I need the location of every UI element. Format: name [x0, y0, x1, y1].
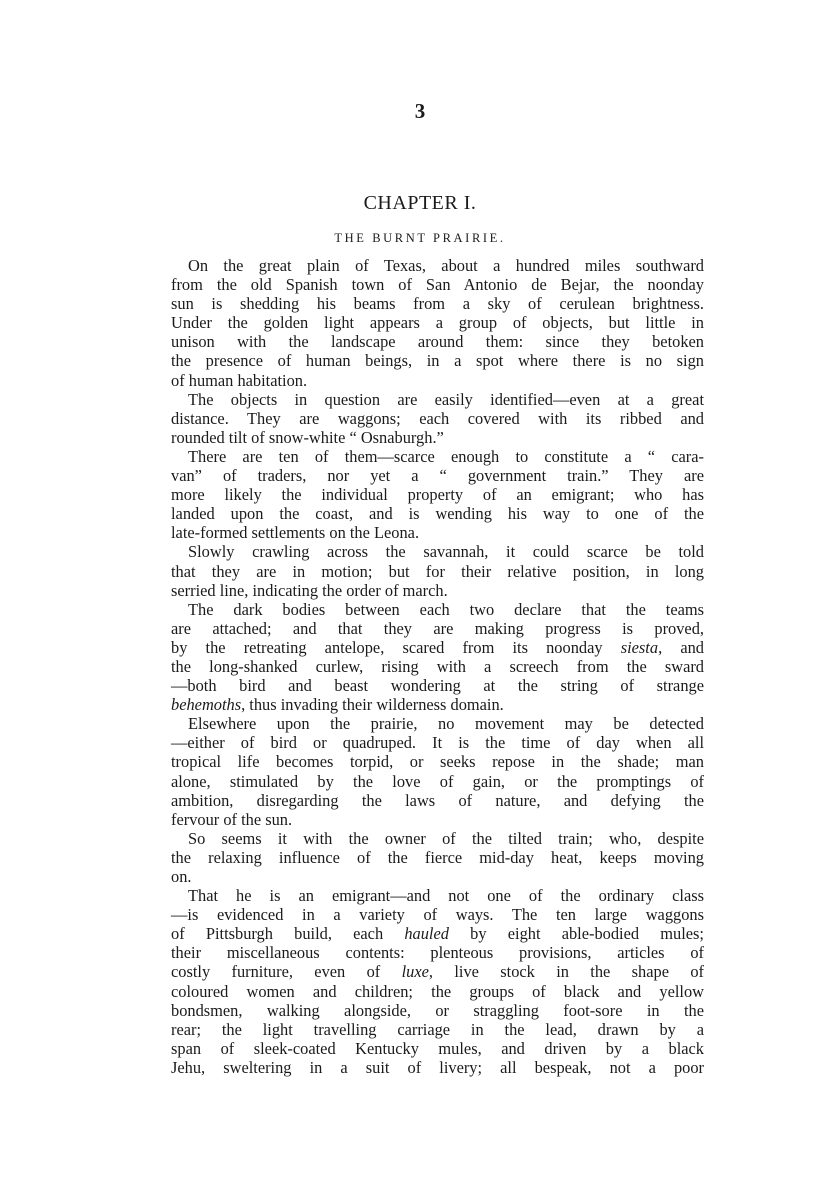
- text-line: [171, 638, 704, 657]
- text-segment: of Pittsburgh build, each: [171, 924, 405, 944]
- text-line: landed upon the coast, and is wending his way to one of the: [171, 504, 704, 524]
- text-line: alone, stimulated by the love of gain, or the promptings of: [171, 771, 704, 791]
- text-segment: costly furniture, even of: [171, 962, 402, 982]
- italic-word: behemoths: [171, 695, 242, 715]
- text-line: bondsmen, walking alongside, or straggling foot-sore in the: [171, 1000, 704, 1020]
- paragraph: [171, 600, 704, 715]
- text-line: tropical life becomes torpid, or seeks repose in the shade; man: [171, 752, 704, 772]
- paragraph: [171, 714, 704, 829]
- italic-word: hauled: [404, 924, 449, 944]
- text-line: Under the golden light appears a group of objects, but little in: [171, 313, 704, 333]
- text-line: [171, 695, 704, 714]
- text-line: So seems it with the owner of the tilted train; who, despite: [188, 828, 704, 848]
- paragraph: [171, 256, 704, 390]
- text-line: van” of traders, nor yet a “ government train.” They are: [171, 466, 704, 486]
- text-line: [171, 924, 704, 943]
- text-line: distance. They are waggons; each covered with its ribbed and: [171, 408, 704, 428]
- text-line: serried line, indicating the order of march.: [171, 580, 448, 600]
- paragraph: [171, 390, 704, 447]
- paragraph: [171, 886, 704, 1077]
- text-line: That he is an emigrant—and not one of the ordinary class: [188, 886, 704, 906]
- chapter-title: CHAPTER I.: [363, 192, 477, 214]
- text-segment: , thus invading their wilderness domain.: [241, 695, 504, 715]
- text-line: —is evidenced in a variety of ways. The ten large waggons: [171, 905, 704, 925]
- text-line: The objects in question are easily identified—even at a great: [188, 389, 704, 409]
- text-line: [171, 962, 704, 981]
- paragraph: [171, 542, 704, 599]
- page-number: 3: [414, 99, 426, 123]
- text-line: Jehu, sweltering in a suit of livery; all bespeak, not a poor: [171, 1057, 704, 1077]
- text-line: on.: [171, 867, 192, 886]
- text-line: rear; the light travelling carriage in the lead, drawn by a: [171, 1019, 704, 1039]
- body-text: [171, 256, 704, 1077]
- text-line: Elsewhere upon the prairie, no movement may be detected: [188, 714, 704, 734]
- text-line: sun is shedding his beams from a sky of cerulean brightness.: [171, 294, 704, 314]
- text-line: their miscellaneous contents: plenteous provisions, articles of: [171, 943, 704, 963]
- text-line: that they are in motion; but for their relative position, in long: [171, 561, 704, 581]
- text-segment: , and: [658, 637, 704, 657]
- text-line: ambition, disregarding the laws of nature, and defying the: [171, 790, 704, 810]
- paragraph: [171, 447, 704, 542]
- text-line: Slowly crawling across the savannah, it could scarce be told: [188, 542, 704, 562]
- text-line: fervour of the sun.: [171, 809, 293, 829]
- text-line: There are ten of them—scarce enough to constitute a “ cara-: [188, 446, 704, 466]
- text-segment: , live stock in the shape of: [428, 962, 704, 982]
- text-segment: by eight able-bodied mules;: [448, 924, 704, 944]
- text-line: are attached; and that they are making progress is proved,: [171, 618, 704, 638]
- italic-word: luxe: [401, 962, 429, 982]
- text-line: span of sleek-coated Kentucky mules, and driven by a black: [171, 1038, 704, 1058]
- text-line: the presence of human beings, in a spot where there is no sign: [171, 351, 704, 371]
- text-line: The dark bodies between each two declare that the teams: [188, 599, 704, 619]
- text-line: of human habitation.: [171, 370, 308, 390]
- text-line: the long-shanked curlew, rising with a screech from the sward: [171, 656, 704, 676]
- paragraph: [171, 829, 704, 886]
- text-line: late-formed settlements on the Leona.: [171, 523, 420, 543]
- chapter-subtitle: THE BURNT PRAIRIE.: [334, 231, 506, 245]
- italic-word: siesta: [620, 637, 659, 657]
- text-line: coloured women and children; the groups of black and yellow: [171, 981, 704, 1001]
- text-line: more likely the individual property of an emigrant; who has: [171, 485, 704, 505]
- text-line: from the old Spanish town of San Antonio de Bejar, the noonday: [171, 275, 704, 295]
- text-line: rounded tilt of snow-white “ Osnaburgh.”: [171, 427, 444, 447]
- text-segment: by the retreating antelope, scared from its noonday: [171, 637, 621, 657]
- text-line: —either of bird or quadruped. It is the time of day when all: [171, 733, 704, 753]
- text-line: On the great plain of Texas, about a hundred miles southward: [188, 256, 704, 275]
- text-line: unison with the landscape around them: since they betoken: [171, 332, 704, 352]
- text-line: the relaxing influence of the fierce mid-day heat, keeps moving: [171, 847, 704, 867]
- text-line: —both bird and beast wondering at the string of strange: [171, 676, 704, 696]
